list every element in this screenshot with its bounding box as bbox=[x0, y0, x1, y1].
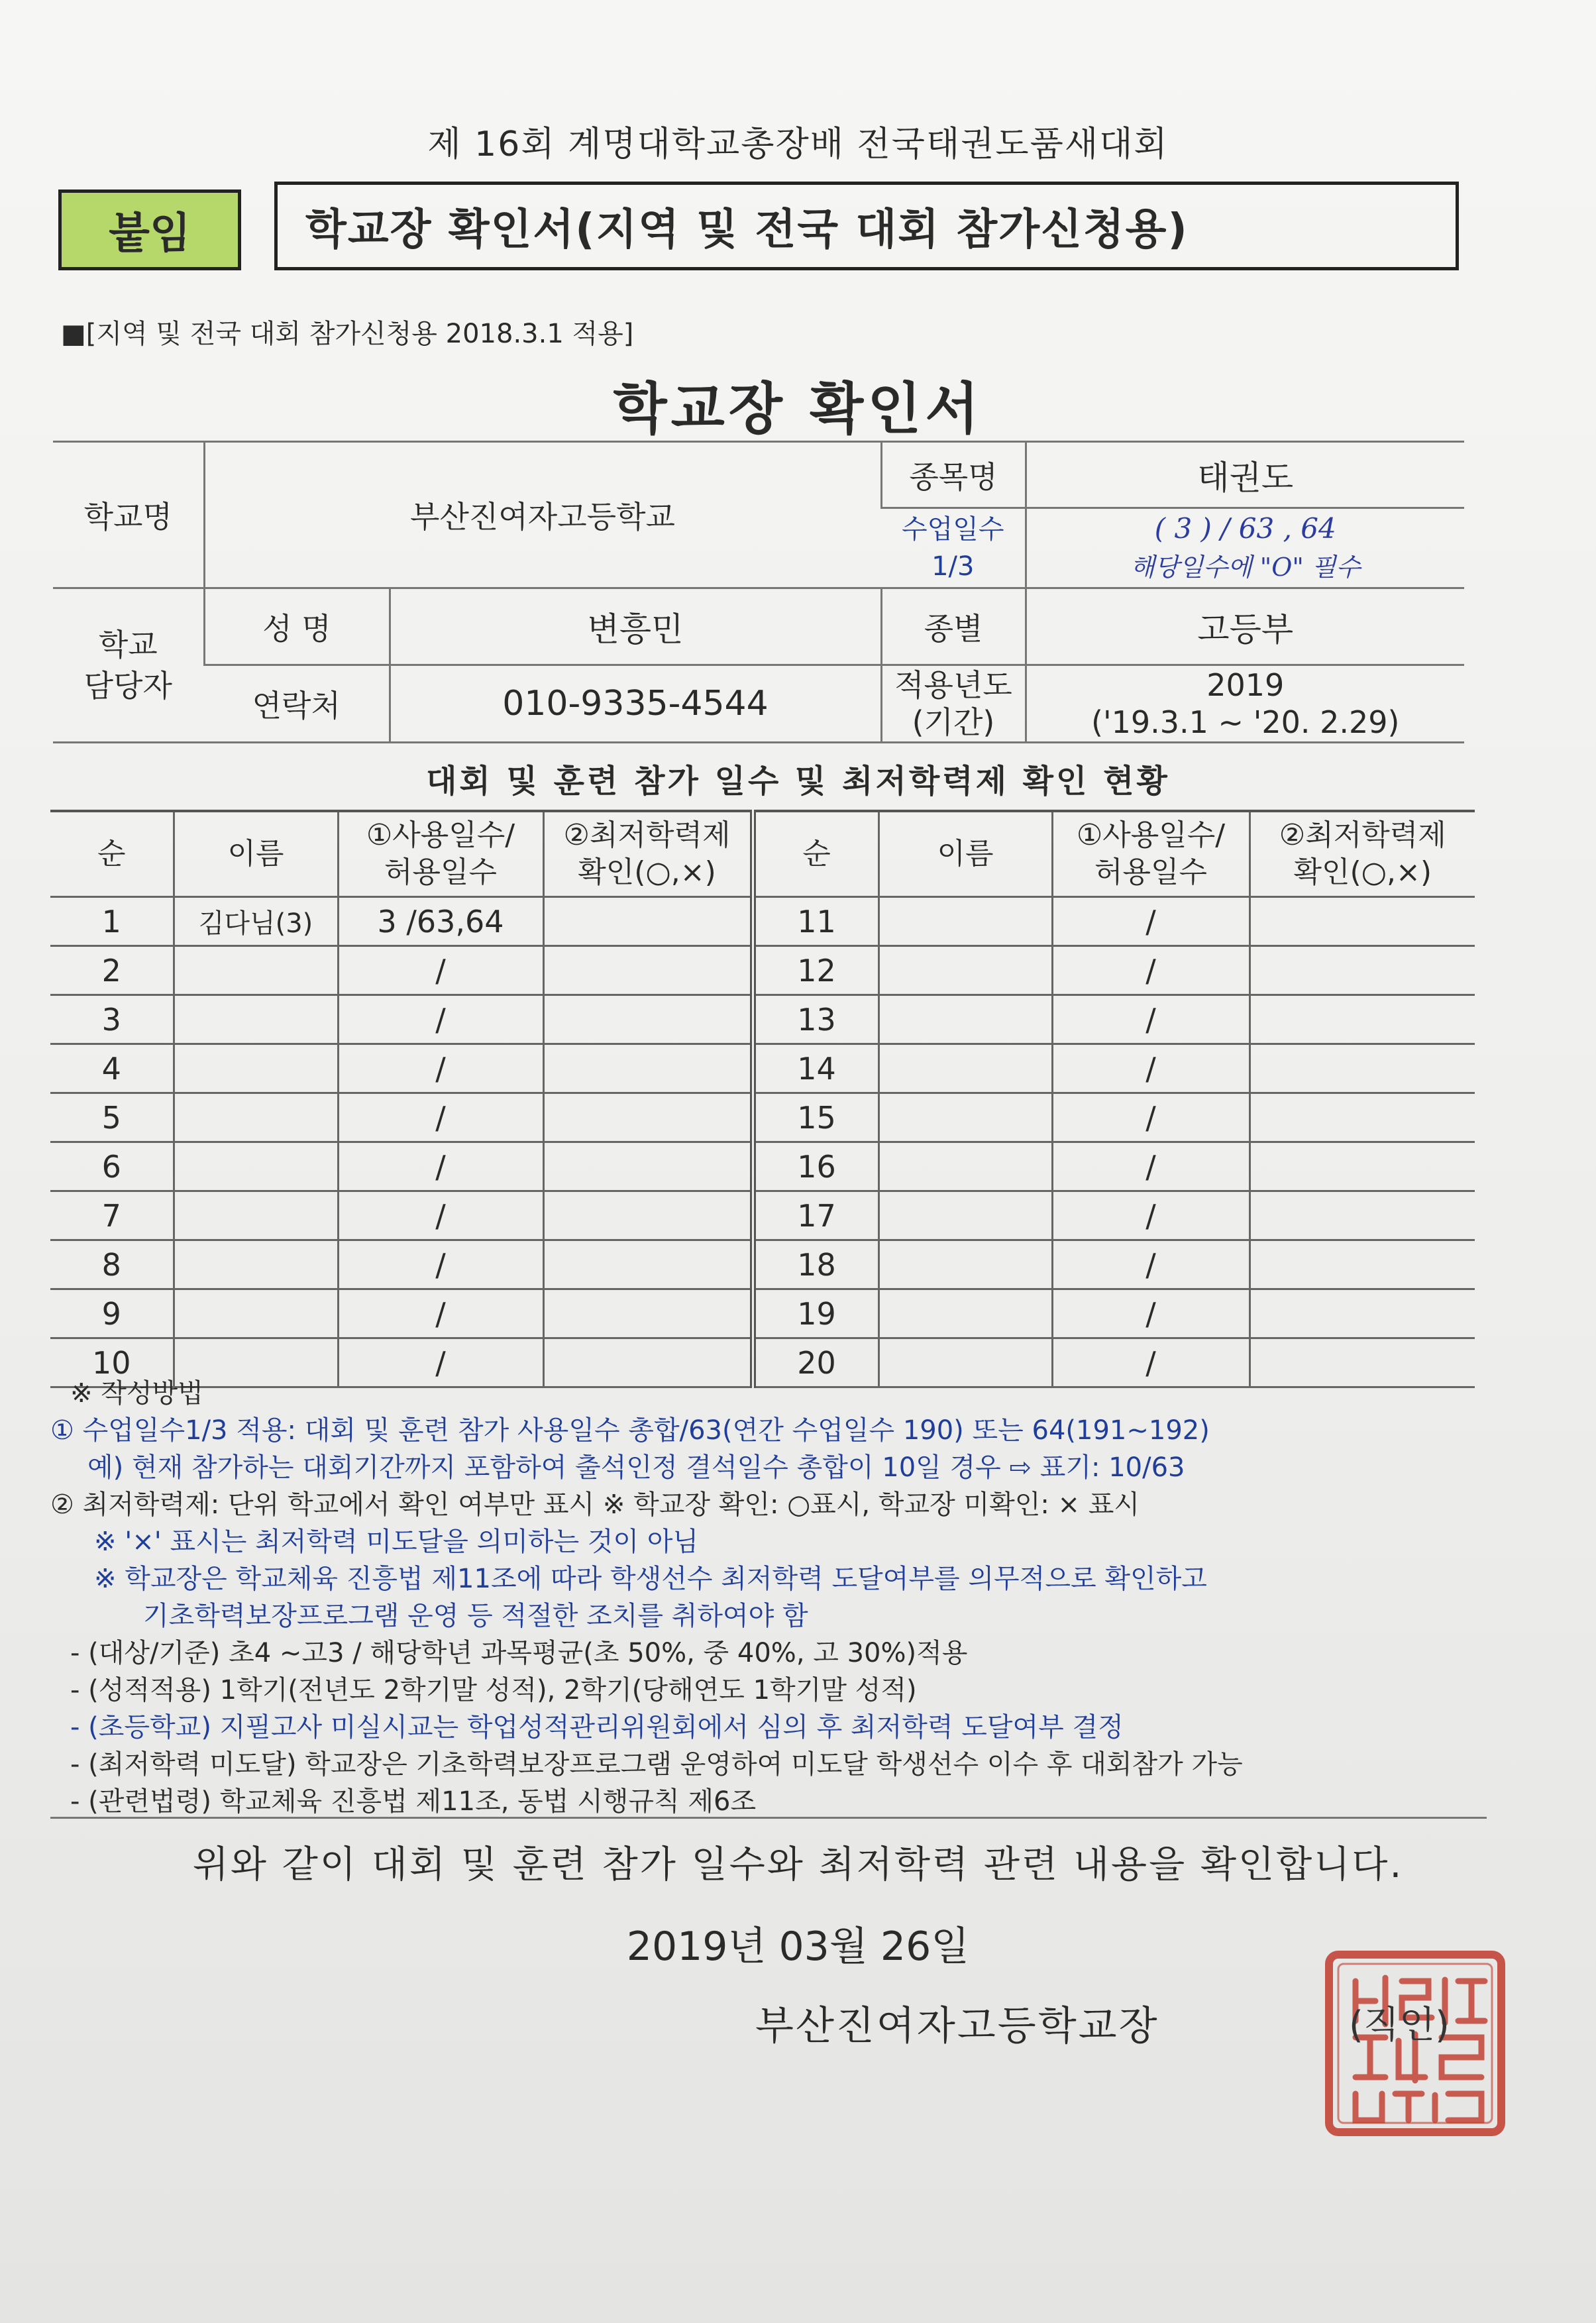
class-days-label: 수업일수 1/3 bbox=[881, 508, 1026, 588]
instruction-line: - (최저학력 미도달) 학교장은 기초학력보장프로그램 운영하여 미도달 학생선수 이수 후 대회참가 가능 bbox=[70, 1749, 1243, 1780]
attachment-badge: 붙임 bbox=[58, 189, 241, 270]
row-check bbox=[543, 1093, 753, 1142]
row-days: / bbox=[1052, 1191, 1250, 1240]
row-check bbox=[543, 1191, 753, 1240]
col-name-right: 이름 bbox=[878, 811, 1052, 897]
row-no: 4 bbox=[50, 1044, 174, 1093]
row-check bbox=[543, 897, 753, 946]
row-days: / bbox=[338, 1289, 543, 1338]
row-name: 김다님(3) bbox=[174, 897, 338, 946]
table-row bbox=[50, 1093, 1475, 1142]
row-no: 2 bbox=[50, 946, 174, 995]
row-name bbox=[174, 1093, 338, 1142]
signer-name: 부산진여자고등학교장 bbox=[755, 2003, 1159, 2049]
table-row bbox=[50, 995, 1475, 1044]
table-row bbox=[50, 1240, 1475, 1289]
row-no: 12 bbox=[753, 946, 878, 995]
row-check bbox=[543, 1289, 753, 1338]
col-days-right: ①사용일수/ 허용일수 bbox=[1052, 811, 1250, 897]
contact-label: 연락처 bbox=[204, 665, 390, 743]
row-no: 19 bbox=[753, 1289, 878, 1338]
row-days: 3 /63,64 bbox=[338, 897, 543, 946]
row-check bbox=[1250, 1191, 1475, 1240]
row-no: 11 bbox=[753, 897, 878, 946]
row-days: / bbox=[1052, 1289, 1250, 1338]
row-name bbox=[174, 946, 338, 995]
row-days: / bbox=[1052, 1338, 1250, 1387]
row-no: 6 bbox=[50, 1142, 174, 1191]
row-check bbox=[1250, 995, 1475, 1044]
table-row bbox=[50, 1044, 1475, 1093]
row-days: / bbox=[338, 1044, 543, 1093]
instruction-line: 예) 현재 참가하는 대회기간까지 포함하여 출석인정 결석일수 총합이 10일 경우 ⇨ 표기: 10/63 bbox=[87, 1452, 1185, 1483]
col-no-right: 순 bbox=[753, 811, 878, 897]
confirmation-text: 위와 같이 대회 및 훈련 참가 일수와 최저학력 관련 내용을 확인합니다. bbox=[192, 1843, 1404, 1886]
row-name bbox=[878, 1191, 1052, 1240]
col-check: ②최저학력제 확인(○,×) bbox=[543, 811, 753, 897]
row-days: / bbox=[1052, 1240, 1250, 1289]
row-days: / bbox=[1052, 995, 1250, 1044]
row-no: 17 bbox=[753, 1191, 878, 1240]
col-days: ①사용일수/ 허용일수 bbox=[338, 811, 543, 897]
row-check bbox=[543, 946, 753, 995]
row-no: 18 bbox=[753, 1240, 878, 1289]
instruction-line: - (초등학교) 지필고사 미실시교는 학업성적관리위원회에서 심의 후 최저학력 도달여부 결정 bbox=[70, 1712, 1124, 1743]
row-check bbox=[1250, 1142, 1475, 1191]
seal-label: (직인) bbox=[1349, 2004, 1450, 2047]
year-value: 2019 ('19.3.1 ~ '20. 2.29) bbox=[1026, 665, 1464, 743]
row-check bbox=[1250, 1044, 1475, 1093]
year-label: 적용년도 (기간) bbox=[881, 665, 1026, 743]
row-name bbox=[878, 995, 1052, 1044]
header-title-box: 학교장 확인서(지역 및 전국 대회 참가신청용) bbox=[274, 182, 1459, 270]
applicability-note: ■[지역 및 전국 대회 참가신청용 2018.3.1 적용] bbox=[61, 319, 634, 349]
divider bbox=[50, 1817, 1487, 1819]
school-name-label: 학교명 bbox=[53, 442, 204, 588]
instruction-line: - (성적적용) 1학기(전년도 2학기말 성적), 2학기(당해연도 1학기말 성적) bbox=[70, 1675, 917, 1705]
row-days: / bbox=[338, 1191, 543, 1240]
manager-label: 학교 담당자 bbox=[53, 588, 204, 743]
row-no: 20 bbox=[753, 1338, 878, 1387]
row-name bbox=[878, 1240, 1052, 1289]
row-name bbox=[174, 1191, 338, 1240]
row-check bbox=[543, 1142, 753, 1191]
col-name: 이름 bbox=[174, 811, 338, 897]
instruction-line: ※ '×' 표시는 최저학력 미도달을 의미하는 것이 아님 bbox=[94, 1527, 699, 1557]
row-days: / bbox=[1052, 1044, 1250, 1093]
row-check bbox=[543, 1044, 753, 1093]
row-no: 5 bbox=[50, 1093, 174, 1142]
row-days: / bbox=[1052, 897, 1250, 946]
table-row bbox=[50, 1142, 1475, 1191]
row-name bbox=[878, 897, 1052, 946]
row-days: / bbox=[338, 995, 543, 1044]
instructions-heading: ※ 작성방법 bbox=[70, 1378, 203, 1409]
table-row bbox=[50, 1191, 1475, 1240]
row-name bbox=[174, 1044, 338, 1093]
row-no: 16 bbox=[753, 1142, 878, 1191]
row-check bbox=[1250, 897, 1475, 946]
row-no: 1 bbox=[50, 897, 174, 946]
instructions bbox=[50, 1375, 1554, 1820]
table-row bbox=[50, 897, 1475, 946]
row-name bbox=[878, 946, 1052, 995]
col-check-right: ②최저학력제 확인(○,×) bbox=[1250, 811, 1475, 897]
row-no: 8 bbox=[50, 1240, 174, 1289]
row-name bbox=[174, 1240, 338, 1289]
row-name bbox=[174, 995, 338, 1044]
row-check bbox=[1250, 1240, 1475, 1289]
row-name bbox=[174, 1289, 338, 1338]
class-days-value bbox=[1026, 508, 1464, 588]
row-name bbox=[878, 1093, 1052, 1142]
row-days: / bbox=[1052, 946, 1250, 995]
class-days-note: 해당일수에 "O" 필수 bbox=[1130, 553, 1361, 582]
row-check bbox=[543, 995, 753, 1044]
competition-title: 제 16회 계명대학교총장배 전국태권도품새대회 bbox=[427, 125, 1169, 164]
row-days: / bbox=[1052, 1093, 1250, 1142]
col-no: 순 bbox=[50, 811, 174, 897]
row-no: 9 bbox=[50, 1289, 174, 1338]
school-name: 부산진여자고등학교 bbox=[204, 442, 881, 588]
instruction-line: ② 최저학력제: 단위 학교에서 확인 여부만 표시 ※ 학교장 확인: ○표시, 학교장 미확인: × 표시 bbox=[50, 1489, 1140, 1520]
event-value: 태권도 bbox=[1026, 442, 1464, 508]
table-row bbox=[50, 946, 1475, 995]
row-no: 15 bbox=[753, 1093, 878, 1142]
contact-value: 010-9335-4544 bbox=[390, 665, 881, 743]
division-label: 종별 bbox=[881, 588, 1026, 665]
event-label: 종목명 bbox=[881, 442, 1026, 508]
period-value: ('19.3.1 ~ '20. 2.29) bbox=[1091, 704, 1400, 740]
school-info-table bbox=[53, 441, 1464, 743]
row-days: / bbox=[338, 946, 543, 995]
row-check bbox=[543, 1240, 753, 1289]
row-name bbox=[878, 1142, 1052, 1191]
row-no: 3 bbox=[50, 995, 174, 1044]
roster-header-row bbox=[50, 811, 1475, 897]
roster-title: 대회 및 훈련 참가 일수 및 최저학력제 확인 현황 bbox=[426, 763, 1170, 800]
row-no: 13 bbox=[753, 995, 878, 1044]
roster-table bbox=[50, 810, 1475, 1388]
row-check bbox=[1250, 1289, 1475, 1338]
row-name bbox=[878, 1289, 1052, 1338]
instruction-line: - (관련법령) 학교체육 진흥법 제11조, 동법 시행규칙 제6조 bbox=[70, 1786, 757, 1817]
name-label: 성 명 bbox=[204, 588, 390, 665]
row-days: / bbox=[338, 1240, 543, 1289]
row-no: 10 bbox=[50, 1338, 174, 1387]
row-no: 7 bbox=[50, 1191, 174, 1240]
row-name bbox=[878, 1044, 1052, 1093]
row-days: / bbox=[1052, 1142, 1250, 1191]
instruction-line: ※ 학교장은 학교체육 진흥법 제11조에 따라 학생선수 최저학력 도달여부를 의무적으로 확인하고 bbox=[94, 1564, 1207, 1594]
table-row bbox=[50, 1289, 1475, 1338]
instruction-line: ① 수업일수1/3 적용: 대회 및 훈련 참가 사용일수 총합/63(연간 수업일수 190) 또는 64(191~192) bbox=[50, 1415, 1210, 1446]
division-value: 고등부 bbox=[1026, 588, 1464, 665]
instruction-line: - (대상/기준) 초4 ~고3 / 해당학년 과목평균(초 50%, 중 40%, 고 30%)적용 bbox=[70, 1638, 968, 1668]
row-name bbox=[174, 1142, 338, 1191]
row-days: / bbox=[338, 1338, 543, 1387]
row-no: 14 bbox=[753, 1044, 878, 1093]
instruction-line: 기초학력보장프로그램 운영 등 적절한 조치를 취하여야 함 bbox=[143, 1601, 808, 1631]
row-days: / bbox=[338, 1142, 543, 1191]
class-days-handwritten: ( 3 ) / 63 , 64 bbox=[1154, 512, 1336, 545]
document-date: 2019년 03월 26일 bbox=[626, 1923, 970, 1970]
document-title: 학교장 확인서 bbox=[613, 376, 983, 441]
row-check bbox=[1250, 1093, 1475, 1142]
row-check bbox=[1250, 946, 1475, 995]
row-days: / bbox=[338, 1093, 543, 1142]
manager-name: 변흥민 bbox=[390, 588, 881, 665]
